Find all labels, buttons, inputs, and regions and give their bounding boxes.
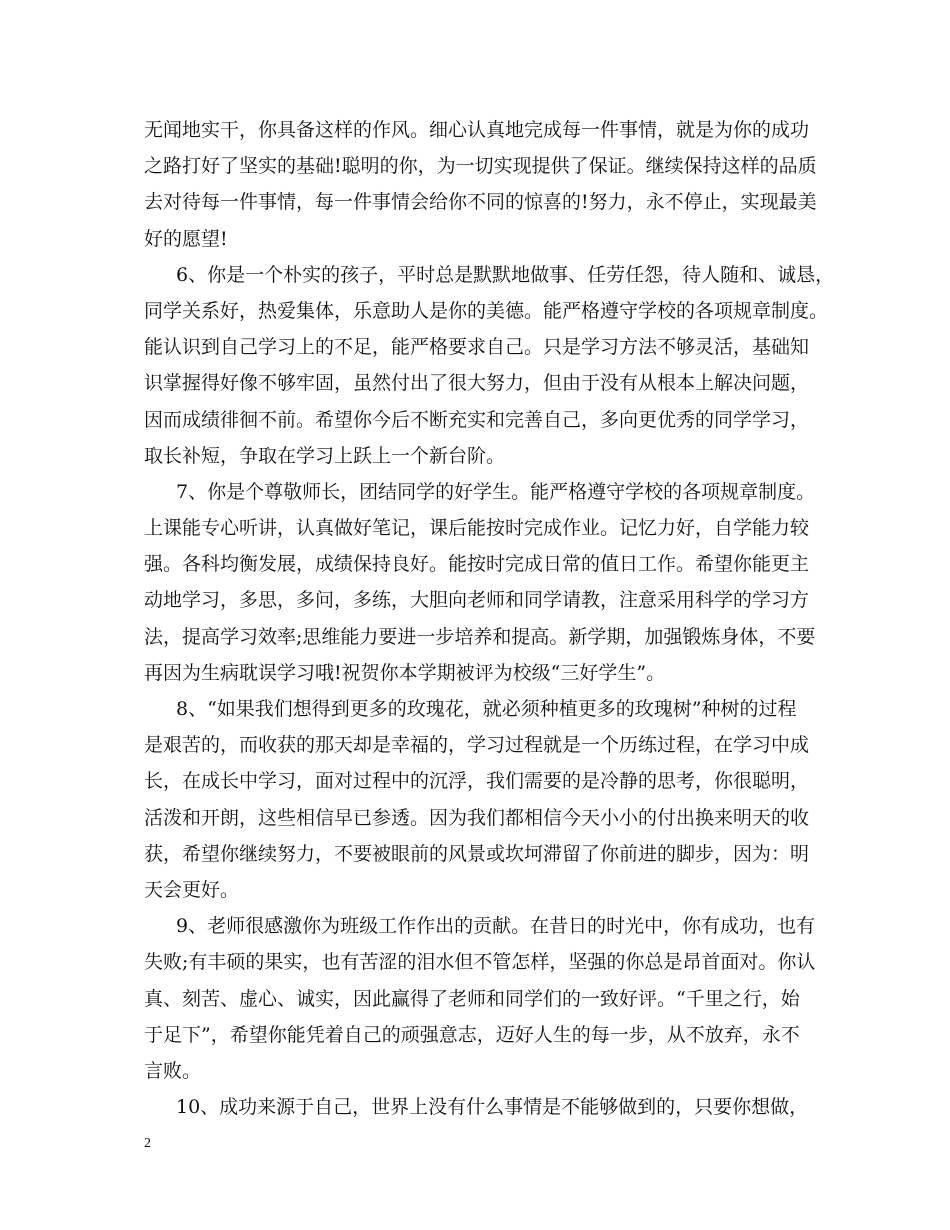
paragraph-start-line: 8、“如果我们想得到更多的玫瑰花，就必须种植更多的玫瑰树”种树的过程 <box>176 698 797 720</box>
text-line: 获，希望你继续努力，不要被眼前的风景或坎坷滞留了你前进的脚步，因为：明 <box>144 842 810 865</box>
text-line: 同学关系好，热爱集体，乐意助人是你的美德。能严格遵守学校的各项规章制度。 <box>144 299 829 322</box>
text-line: 识掌握得好像不够牢固，虽然付出了很大努力，但由于没有从根本上解决问题， <box>144 372 810 395</box>
text-line: 能认识到自己学习上的不足，能严格要求自己。只是学习方法不够灵活，基础知 <box>144 336 810 359</box>
text-line: 法，提高学习效率;思维能力要进一步培养和提高。新学期，加强锻炼身体，不要 <box>144 625 816 648</box>
page-number: 2 <box>144 1136 151 1151</box>
text-line: 取长补短，争取在学习上跃上一个新台阶。 <box>144 444 506 467</box>
text-line: 之路打好了坚实的基础!聪明的你，为一切实现提供了保证。继续保持这样的品质 <box>144 155 817 178</box>
text-line: 是艰苦的，而收获的那天却是幸福的，学习过程就是一个历练过程，在学习中成 <box>144 734 810 757</box>
text-line: 言败。 <box>144 1059 202 1082</box>
text-line: 无闻地实干，你具备这样的作风。细心认真地完成每一件事情，就是为你的成功 <box>144 119 810 141</box>
text-line: 再因为生病耽误学习哦!祝贺你本学期被评为校级“三好学生”。 <box>144 661 666 684</box>
paragraph-start-line: 9、老师很感激你为班级工作作出的贡献。在昔日的时光中，你有成功，也有 <box>176 915 816 938</box>
text-line: 强。各科均衡发展，成绩保持良好。能按时完成日常的值日工作。希望你能更主 <box>144 553 810 576</box>
text-line: 上课能专心听讲，认真做好笔记，课后能按时完成作业。记忆力好，自学能力较 <box>144 517 810 540</box>
text-line: 天会更好。 <box>144 878 240 901</box>
paragraph-start-line: 7、你是个尊敬师长，团结同学的好学生。能严格遵守学校的各项规章制度。 <box>176 480 816 503</box>
paragraph-start-line: 6、你是一个朴实的孩子，平时总是默默地做事、任劳任怨，待人随和、诚恳， <box>176 263 835 286</box>
paragraph-start-line: 10、成功来源于自己，世界上没有什么事情是不能够做到的，只要你想做， <box>176 1096 809 1119</box>
text-line: 去对待每一件事情，每一件事情会给你不同的惊喜的!努力，永不停止，实现最美 <box>144 191 817 214</box>
text-line: 动地学习，多思，多问，多练，大胆向老师和同学请教，注意采用科学的学习方 <box>144 589 810 612</box>
document-body <box>144 112 835 1125</box>
text-line: 好的愿望! <box>144 227 228 250</box>
text-line: 因而成绩徘徊不前。希望你今后不断充实和完善自己，多向更优秀的同学学习， <box>144 408 810 431</box>
text-line: 真、刻苦、虚心、诚实，因此赢得了老师和同学们的一致好评。“千里之行，始 <box>144 987 800 1010</box>
text-line: 活泼和开朗，这些相信早已参透。因为我们都相信今天小小的付出换来明天的收 <box>144 806 810 829</box>
text-line: 失败;有丰硕的果实，也有苦涩的泪水但不管怎样，坚强的你总是昂首面对。你认 <box>144 951 816 974</box>
text-line: 于足下”，希望你能凭着自己的顽强意志，迈好人生的每一步，从不放弃，永不 <box>144 1023 800 1046</box>
text-line: 长，在成长中学习，面对过程中的沉浮，我们需要的是冷静的思考，你很聪明， <box>144 770 810 793</box>
